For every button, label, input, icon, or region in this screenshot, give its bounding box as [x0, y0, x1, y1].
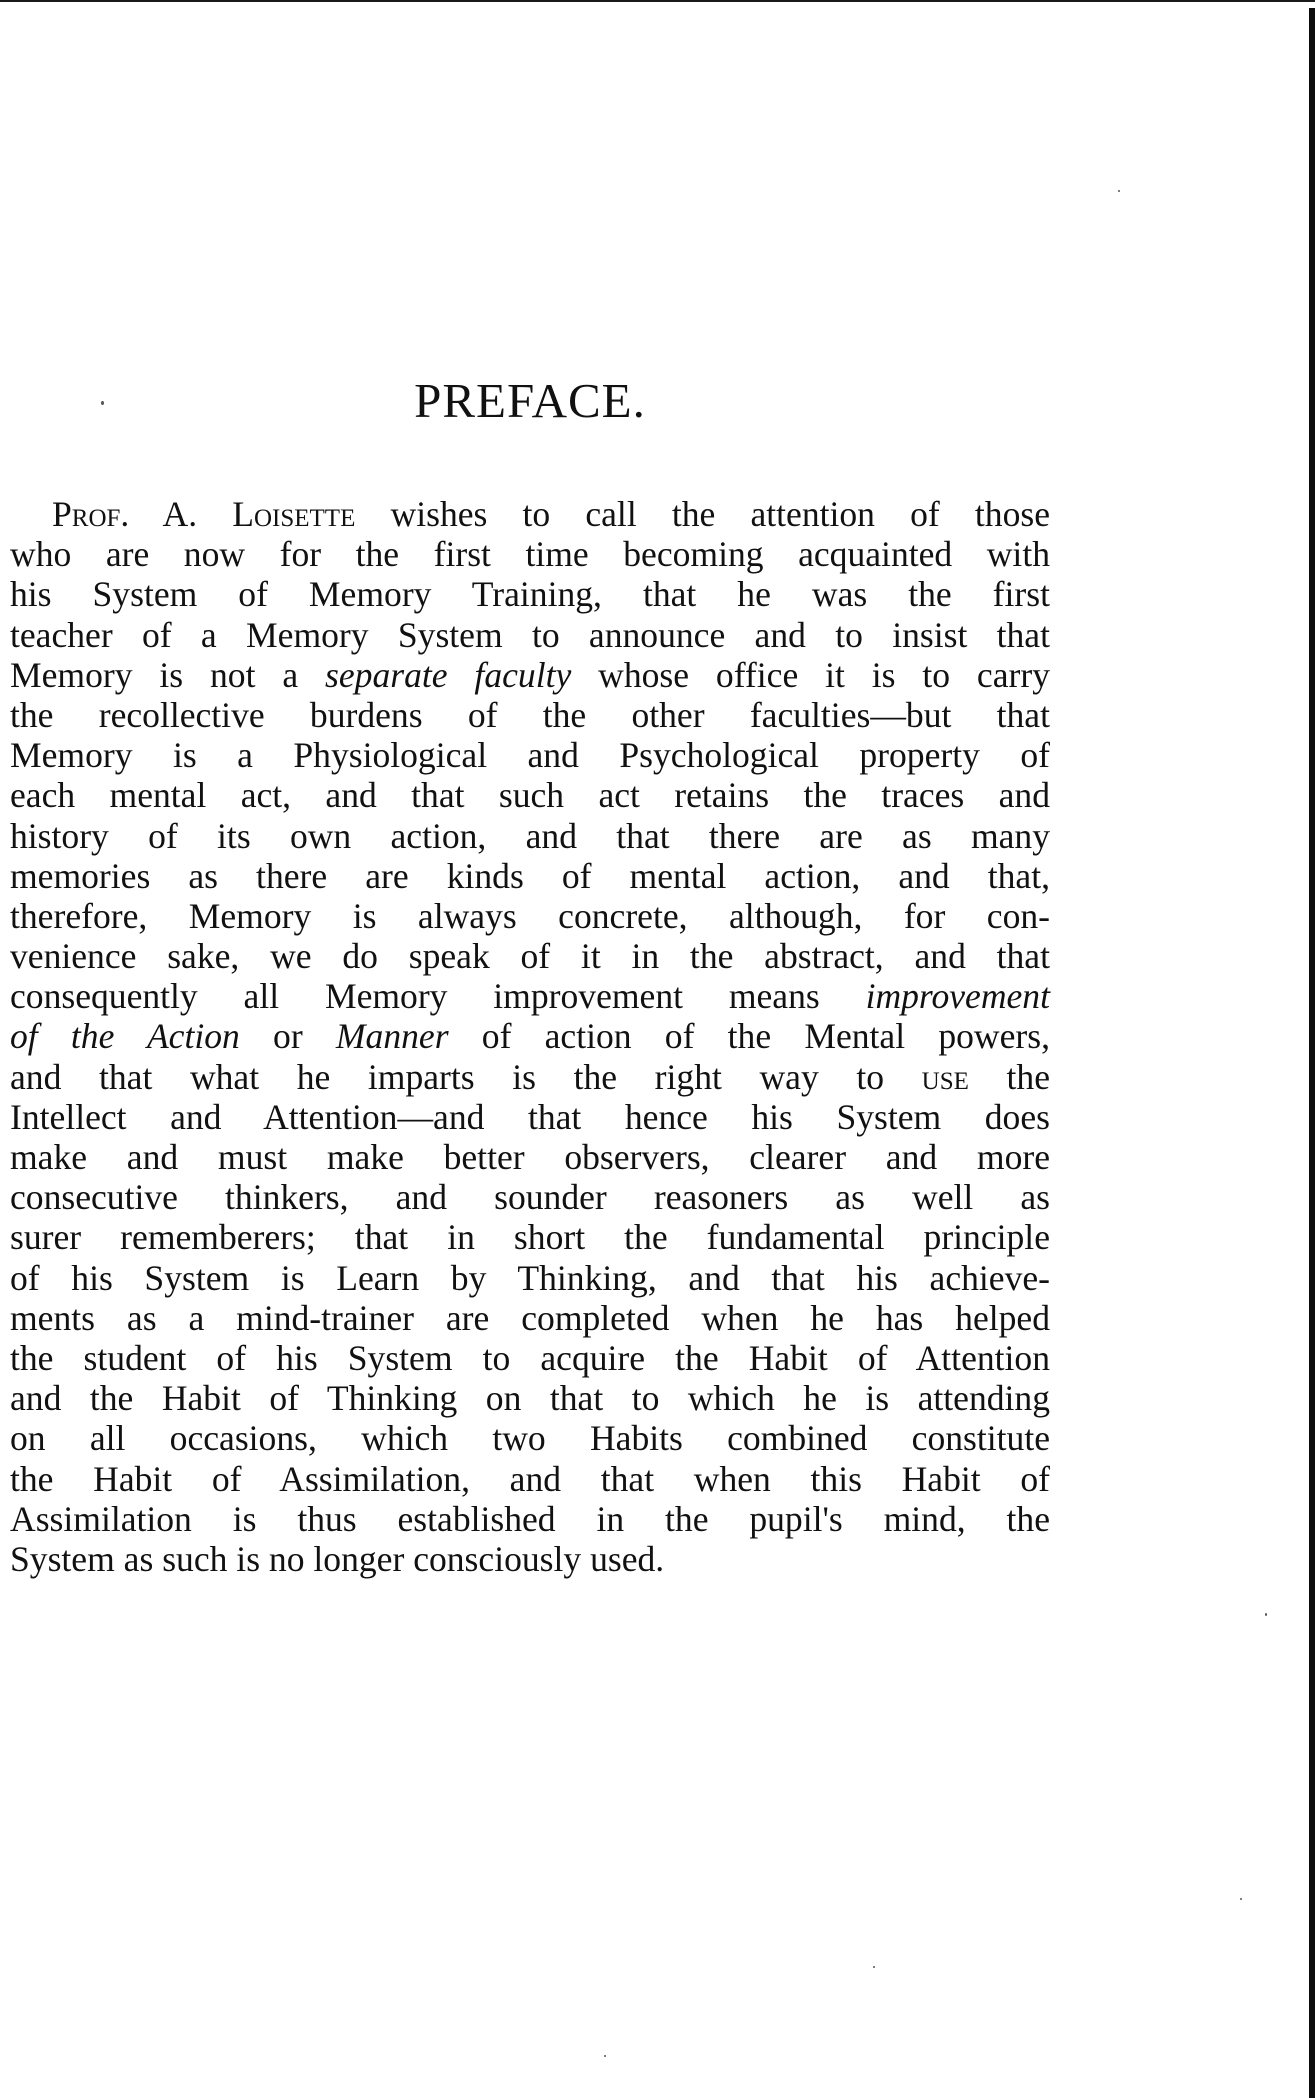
- preface-paragraph: [10, 494, 1050, 1579]
- text-run: consequently all Memory improvement means: [10, 976, 866, 1017]
- text-line: [10, 976, 1050, 1016]
- text-run: of action of the Mental powers,: [448, 1016, 1050, 1057]
- text-run: Intellect and Attention—and that hence his System does: [10, 1096, 1050, 1137]
- text-line: [10, 735, 1050, 775]
- text-run: wishes to call the attention of those: [355, 494, 1051, 534]
- small-caps-text: Prof. A. Loisette: [52, 494, 356, 534]
- text-line: [10, 655, 1050, 695]
- italic-text: Manner: [335, 1016, 449, 1057]
- text-run: memories as there are kinds of mental action, and that,: [10, 855, 1050, 896]
- text-run: Memory is not a: [10, 654, 326, 695]
- text-run: his System of Memory Training, that he was the first: [10, 574, 1050, 615]
- text-run: or: [239, 1016, 336, 1057]
- page-right-edge-shadow: [1309, 8, 1315, 2098]
- text-run: therefore, Memory is always concrete, although, for con-: [10, 895, 1050, 936]
- text-run: and the Habit of Thinking on that to which he is attending: [10, 1378, 1050, 1419]
- text-line: [10, 1177, 1050, 1217]
- page-title: PREFACE.: [414, 373, 646, 428]
- text-run: Assimilation is thus established in the pupil's mind, the: [10, 1498, 1050, 1539]
- text-line: [10, 534, 1050, 574]
- text-run: of his System is Learn by Thinking, and that his achieve-: [10, 1257, 1050, 1298]
- text-line: [10, 1539, 1050, 1579]
- small-caps-text: use: [921, 1056, 969, 1097]
- text-line: [10, 1378, 1050, 1418]
- text-run: Memory is a Physiological and Psychological property of: [10, 735, 1050, 776]
- text-run: System as such is no longer consciously used.: [10, 1538, 665, 1579]
- text-line: [10, 1016, 1050, 1056]
- page-top-border: [0, 0, 1315, 2]
- text-line: [10, 1137, 1050, 1177]
- text-run: teacher of a Memory System to announce and to insist that: [10, 614, 1050, 655]
- text-line: [10, 574, 1050, 614]
- text-run: make and must make better observers, clearer and more: [10, 1137, 1050, 1177]
- text-line: [10, 695, 1050, 735]
- text-run: the: [968, 1056, 1050, 1097]
- text-line: [10, 1459, 1050, 1499]
- text-line: [10, 1258, 1050, 1298]
- text-line: [10, 1338, 1050, 1378]
- text-line: [10, 1057, 1050, 1097]
- italic-text: of the Action: [10, 1016, 240, 1057]
- text-line: [10, 494, 1050, 534]
- text-line: [10, 936, 1050, 976]
- text-line: [10, 1298, 1050, 1338]
- scan-speck: [1265, 1613, 1267, 1616]
- text-run: ments as a mind-trainer are completed when he has helped: [10, 1297, 1050, 1338]
- text-line: [10, 615, 1050, 655]
- text-run: each mental act, and that such act retains the traces and: [10, 775, 1050, 816]
- text-run: venience sake, we do speak of it in the abstract, and that: [10, 936, 1050, 977]
- text-run: the Habit of Assimilation, and that when this Habit of: [10, 1458, 1050, 1499]
- text-run: who are now for the first time becoming acquainted with: [10, 534, 1050, 575]
- text-run: and that what he imparts is the right way to: [10, 1056, 922, 1097]
- text-line: [10, 1418, 1050, 1458]
- italic-text: separate faculty: [325, 654, 572, 695]
- text-line: [10, 896, 1050, 936]
- scan-speck: [1240, 1898, 1242, 1900]
- text-line: [10, 856, 1050, 896]
- text-line: [10, 775, 1050, 815]
- text-line: [10, 1097, 1050, 1137]
- text-line: [10, 1499, 1050, 1539]
- text-line: [10, 816, 1050, 856]
- text-run: consecutive thinkers, and sounder reasoners as well as: [10, 1177, 1050, 1218]
- text-run: on all occasions, which two Habits combined constitute: [10, 1418, 1050, 1459]
- text-run: surer rememberers; that in short the fundamental principle: [10, 1217, 1050, 1258]
- scan-speck: [873, 1966, 875, 1968]
- scan-speck: [604, 2055, 606, 2057]
- text-line: [10, 1217, 1050, 1257]
- text-run: the student of his System to acquire the Habit of Attention: [10, 1337, 1050, 1378]
- text-run: the recollective burdens of the other faculties—but that: [10, 694, 1050, 735]
- scan-speck: [1118, 190, 1120, 192]
- text-run: whose office it is to carry: [571, 654, 1050, 695]
- italic-text: improvement: [865, 976, 1050, 1017]
- text-run: history of its own action, and that there are as many: [10, 815, 1050, 856]
